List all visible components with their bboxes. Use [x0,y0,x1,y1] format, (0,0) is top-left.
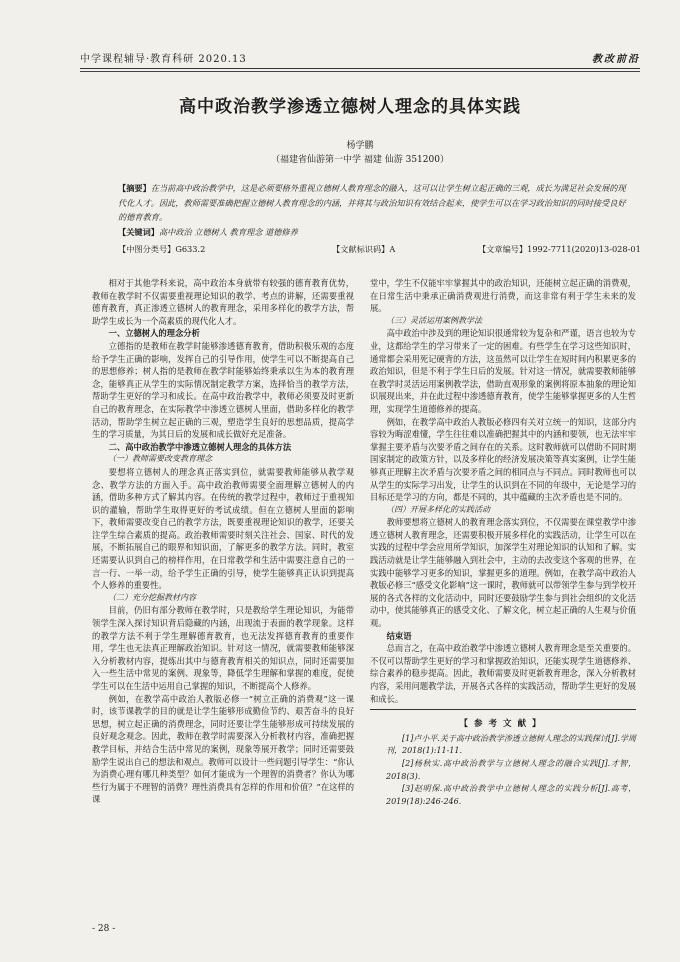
running-header [80,50,640,68]
subsection-heading: （二）充分挖掘教材内容 [108,592,196,602]
paragraph: 例如，在教学高中政治人教版必修四有关对立统一的知识，这部分内容较为晦涩难懂，学生往往难以准确把握其中的内涵和要领，也无法牢牢掌握主要矛盾与次要矛盾之间存在的关系。这时教师就可以借助不同时期国家制定的政策方针，以及多样化的经济发展决策等真实案例，让学生能够真正理解主次矛盾与次要矛盾之间的相同点与不同点。同时教师也可以从学生的实际学习出发，让学生的认识到在不同的年级中，无论是学习的目标还是学习的方向，都是不同的，其中蕴藏的主次矛盾也是不同的。 [370,416,636,503]
paragraph: 高中政治中涉及到的理论知识很通常较为复杂和严谨，语言也较为专业，这都给学生的学习带来了一定的困难。有些学生在学习这些知识时，通常都会采用死记硬背的方法，这虽然可以让学生在短时间内积累更多的政治知识，但是不利于学生日后的发展。针对这一情况，就需要教师能够在教学时灵活运用案例教学法，借助直观形象的案例将原本抽象的理论知识展现出来，并在此过程中渗透德育教育，使学生能够掌握更多的人生哲理，实现学生道德修养的提高。 [370,328,636,414]
paragraph: 总而言之，在高中政治教学中渗透立德树人教育理念是至关重要的。不仅可以帮助学生更好的学习和掌握政治知识，还能实现学生道德修养、综合素养的稳步提高。因此，教师需要及时更新教育理念，深入分析教材内容，采用问题教学法，开展各式各样的实践活动，帮助学生更好的发展和成长。 [370,643,636,704]
column-name: 教改前沿 [592,54,640,65]
abstract [118,181,632,225]
abstract-text: 在当前高中政治教学中，这是必须要格外重视立德树人教育理念的融入，这可以让学生树立起正确的三观，成长为满足社会发展的现代化人才。因此，教师需要准确把握立德树人教育理念的内涵，并将其与政治知识有效结合起来，使学生可以在学习政治知识的同时接受良好的德育教育。 [118,183,626,222]
section-heading: 二、高中政治教学中渗透立德树人理念的具体方法 [108,441,292,452]
paragraph: 堂中，学生不仅能牢牢掌握其中的政治知识，还能树立起正确的消费观，在日常生活中秉承正确消费观进行消费，而这非常有利于学生未来的发展。 [370,278,636,314]
header-rule-thin [80,71,640,72]
subsection-heading: （一）教师需要改变教育理念 [108,454,212,464]
header-rule [80,68,640,69]
subsection-heading: （三）灵活运用案例教学法 [386,315,482,325]
body-column-left [92,277,354,806]
keywords [118,227,632,238]
document-code: 【文献标识码】A [332,244,396,254]
reference-item: [2]杨秋实.高中政治教学与立德树人理念的融合实践[J].才智，2018(3). [386,758,636,781]
journal-name: 中学课程辅导·教育科研 2020.13 [80,54,247,65]
paragraph: 要想将立德树人的理念真正落实到位，就需要教师能够从教学观念、教学方法的方面入手。高中政治教师需要全面理解立德树人的内涵，借助多种方式了解其内容。在传统的教学过程中，教师过于重视知识的灌输，帮助学生取得更好的考试成绩。但在立德树人里面的影响下，教师需要改变自己的教学方法，既要重视理论知识的教学，还要关注学生综合素质的提高。政治教师需要时刻关注社会、国家、时代的发展，不断拓展自己的眼界和知识面，了解更多的教学方法。同时，教室还需要认识到自己的榜样作用，在日常教学和生活中需要注意自己的一言一行、一举一动，给予学生正确的引导，使学生能够真正认识到提高个人修养的重要性。 [92,466,354,591]
conclusion-heading: 结束语 [386,630,412,641]
paragraph: 例如，在教学高中政治人教版必修一“树立正确的消费观”这一课时，该节课教学的目的就是让学生能够形成勤俭节约、艰苦奋斗的良好思想，树立起正确的消费理念，同时还要让学生能够形成可持续发展的良好观念观念。因此，教师在教学时需要深入分析教材内容，准确把握教学目标，并结合生活中常见的案例，现象等展开教学；同时还需要鼓励学生说出自己的想法和观点。教师可以设计一些问题引导学生：“你认为消费心理有哪几种类型？如何才能成为一个理智的消费者？你认为哪些行为属于不理智的消费？理性消费具有怎样的作用和价值？”在这样的课 [92,693,354,805]
subsection-heading: （四）开展多样化的实践活动 [386,504,490,514]
author: 杨学鹏 [346,141,374,151]
paragraph: 教师要想将立德树人的教育理念落实到位，不仅需要在课堂教学中渗透立德树人教育理念，还需要积极开展多样化的实践活动，让学生可以在实践的过程中学会应用所学知识，加深学生对理论知识的认知和了解。实践活动就是让学生能够融入到社会中，主动的去改变这个客观的世界，在实践中能够学习更多的知识，掌握更多的道理。例如，在教学高中政治人教版必修三“感受文化影响”这一课时，教师就可以带领学生参与到学校开展的各式各样的文化活动中，同时还要鼓励学生参与到社会组织的文化活动中，使其能够真正的感受文化、了解文化，树立起正确的人生观与价值观。 [370,517,636,629]
section-heading: 一、立德树人的理念分析 [108,328,200,339]
article-title: 高中政治教学渗透立德树人理念的具体实践 [179,97,521,117]
clc-number: 【中图分类号】G633.2 [118,244,206,254]
abstract-label: 【摘要】 [118,183,151,193]
reference-item: [1]卢小平.关于高中政治教学渗透立德树人理念的实践探讨[J].学周刊，2018(1):11-11. [386,733,636,756]
body-column-right [370,277,636,808]
references-rule [370,709,636,710]
reference-item: [3]赵明保.高中政治教学中立德树人理念的实践分析[J].高考，2019(18):246-246. [386,784,636,806]
paragraph: 相对于其他学科来说，高中政治本身就带有较强的德育教育优势，教师在教学时不仅需要重视理论知识的教学、考点的讲解，还需要重视德育教育，真正渗透立德树人的教育理念，采用多样化的教学方法，帮助学生成长为一个高素质的现代化人才。 [92,278,354,326]
references-title: 【参考文献】 [459,719,547,730]
keywords-label: 【关键词】 [118,227,159,237]
article-meta [118,244,641,258]
affiliation: （福建省仙游第一中学 福建 仙游 351200） [271,155,449,165]
paragraph: 目前，仍旧有部分教师在教学时，只是教给学生理论知识，为能带领学生深入探讨知识背后隐藏的内涵，出现流于表面的教学现象。这样的教学方法不利于学生理解德育教育，也无法发挥德育教育的重要作用，学生也无法真正理解政治知识。针对这一情况，就需要教师能够深入分析教材内容，提炼出其中与德育教育相关的知识点，同时还需要加入一些生活中常见的案例、现象等，降低学生理解和掌握的难度，促使学生可以在生活中运用自己掌握的知识，不断提高个人修养。 [92,605,354,691]
keywords-text: 高中政治 立德树人 教育理念 道德修养 [158,227,298,237]
article-number: 【文章编号】1992-7711(2020)13-028-01 [478,244,641,254]
paragraph: 立德指的是教师在教学时能够渗透德育教育，借助积极乐观的态度给予学生正确的影响，发挥自己的引导作用，使学生可以不断提高自己的思想修养；树人指的是教师在教学时能够始终秉承以生为本的教育理念，能够真正从学生的实际情况制定教学方案，选择恰当的教学方法，帮助学生更好的学习和成长。在高中政治教学中，教师必须要及时更新自己的教育理念，在实际教学中渗透立德树人里面，借助多样化的教学活动，帮助学生树立起正确的三观，塑造学生良好的思想品质，提高学生的学习质量，为其日后的发展和成长做好充足准备。 [92,340,354,440]
page-number: - 28 - [92,924,116,934]
